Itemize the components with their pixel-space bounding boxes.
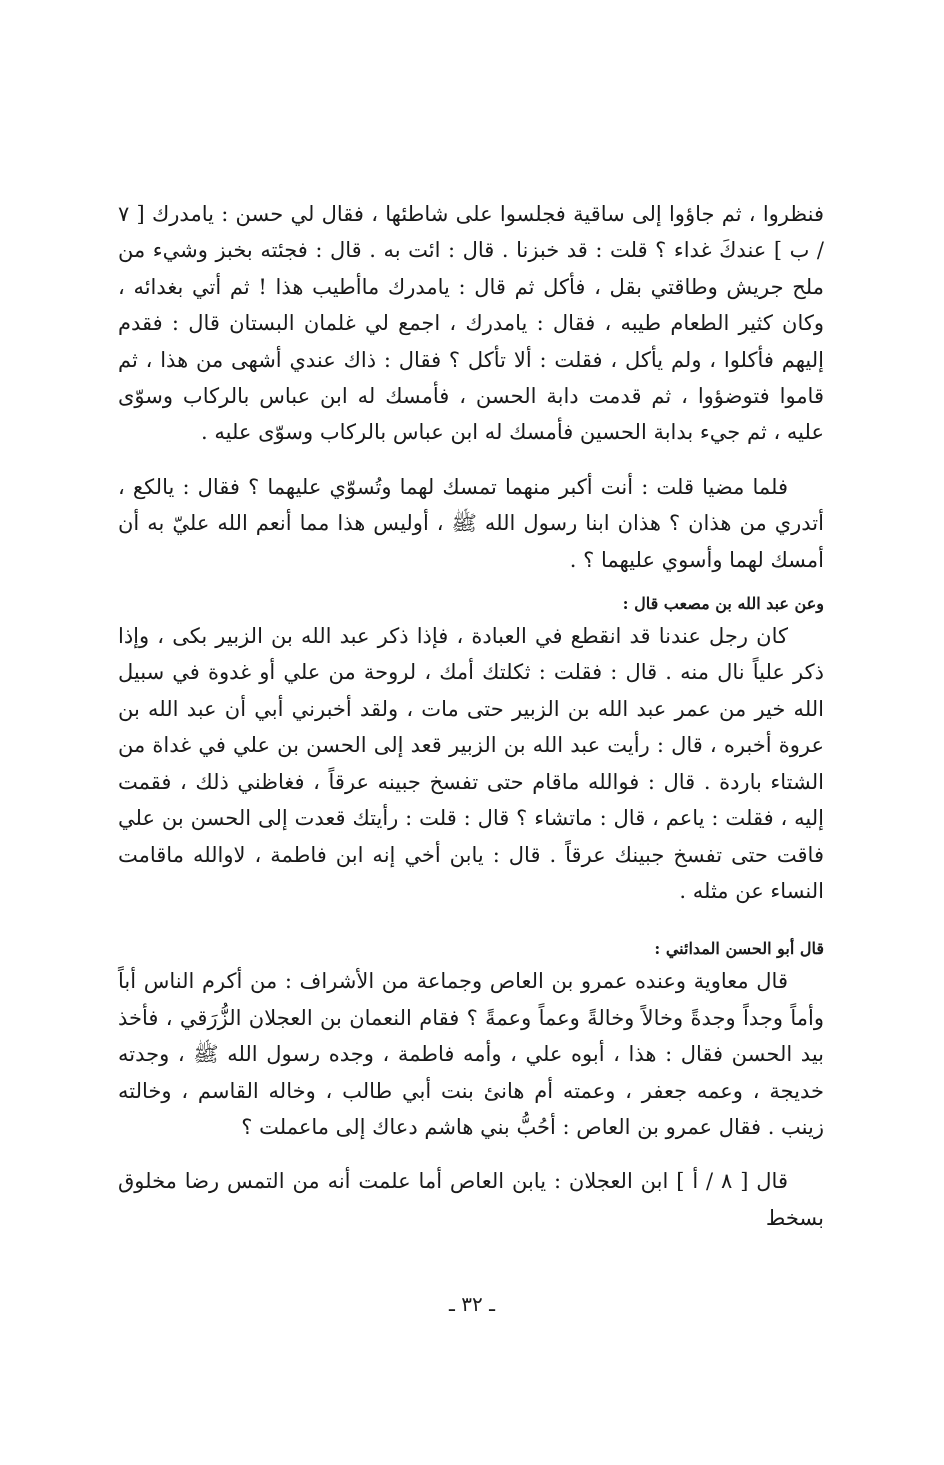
paragraph-gap: [118, 909, 824, 935]
paragraph-gap: [118, 578, 824, 590]
paragraph-3: كان رجل عندنا قد انقطع في العبادة ، فإذا ذكر عبد الله بن الزبير بكى ، وإذا ذكر علياً نال منه . قال : فقلت : ثكلتك أمك ، لروحة من علي أو غدوة في سبيل الله خير من عمر عبد الله بن الزبير حتى مات ، ولقد أخبرني أبي أن عبد الله بن عروة أخبره ، قال : رأيت عبد الله بن الزبير قعد إلى الحسن بن علي في غداة من الشتاء باردة . قال : فوالله ماقام حتى تفسخ جبينه عرقاً ، فغاظني ذلك ، فقمت إليه ، فقلت : ياعم ، قال : ماتشاء ؟ قال : قلت : رأيتك قعدت إلى الحسن بن علي فاقت حتى تفسخ جبينك عرقاً . قال : يابن أخي إنه ابن فاطمة ، لاوالله ماقامت النساء عن مثله .: [118, 624, 824, 903]
page-number: ـ ٣٢ ـ: [449, 1292, 495, 1316]
paragraph-2: فلما مضيا قلت : أنت أكبر منهما تمسك لهما وتُسوّي عليهما ؟ فقال : يالكع ، أتدري من هذان ؟ هذان ابنا رسول الله ﷺ ، أوليس هذا مما أنعم الله عليّ به أن أمسك لهما وأسوي عليهما ؟ .: [118, 474, 824, 572]
paragraph-4: قال معاوية وعنده عمرو بن العاص وجماعة من الأشراف : من أكرم الناس أباً وأماً وجداً وجدةً وخالاً وخالةً وعماً وعمةً ؟ فقام النعمان بن العجلان الزُّرَقي ، فأخذ بيد الحسن فقال : هذا ، أبوه علي ، وأمه فاطمة ، وجده رسول الله ﷺ ، وجدته خديجة ، وعمه جعفر ، وعمته أم هانئ بنت أبي طالب ، وخاله القاسم ، وخالته زينب . فقال عمرو بن العاص : أحُبُّ بني هاشم دعاك إلى ماعملت ؟: [118, 969, 824, 1139]
page-body: [118, 196, 824, 1236]
paragraph-gap: [118, 451, 824, 469]
section-heading-1: وعن عبد الله بن مصعب قال :: [622, 594, 824, 614]
paragraph-1: فنظروا ، ثم جاؤوا إلى ساقية فجلسوا على شاطئها ، فقال لي حسن : يامدرك [ ٧ / ب ] عندكَ غداء ؟ قلت : قد خبزنا . قال : ائت به . قال : فجئته بخبز وشيء من ملح جريش وطاقتي بقل ، فأكل ثم قال : يامدرك ماأطيب هذا ! ثم أتي بغدائه ، وكان كثير الطعام طيبه ، فقال : يامدرك ، اجمع لي غلمان البستان قال : فقدم إليهم فأكلوا ، ولم يأكل ، فقلت : ألا تأكل ؟ فقال : ذاك عندي أشهى من هذا ، ثم قاموا فتوضؤوا ، ثم قدمت دابة الحسن ، فأمسك له ابن عباس بالركاب وسوّى عليه ، ثم جيء بدابة الحسين فأمسك له ابن عباس بالركاب وسوّى عليه .: [118, 202, 824, 445]
section-heading-2: قال أبو الحسن المدائني :: [654, 939, 824, 959]
paragraph-5: قال [ ٨ / أ ] ابن العجلان : يابن العاص أما علمت أنه من التمس رضا مخلوق بسخط: [118, 1169, 824, 1230]
paragraph-gap: [118, 1145, 824, 1163]
